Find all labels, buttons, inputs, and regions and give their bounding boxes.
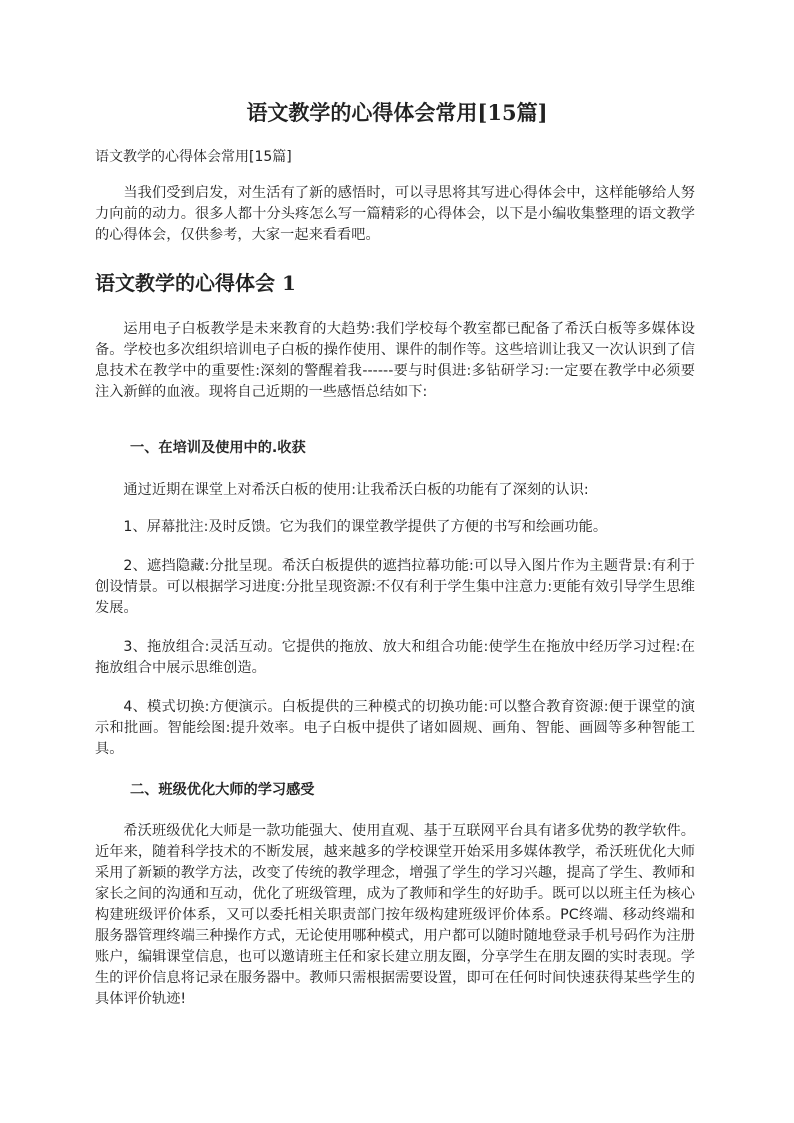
list-item-drag-combine: 3、拖放组合:灵活互动。它提供的拖放、放大和组合功能:使学生在拖放中经历学习过程:在拖放组合中展示思维创造。 xyxy=(95,639,695,676)
document-title: 语文教学的心得体会常用[15篇] xyxy=(246,100,548,125)
section-heading: 语文教学的心得体会 1 xyxy=(95,271,296,295)
list-item-masking: 2、遮挡隐藏:分批呈现。希沃白板提供的遮挡拉幕功能:可以导入图片作为主题背景:有利于创设情景。可以根据学习进度:分批呈现资源:不仅有利于学生集中注意力:更能有效引导学生思维发展。 xyxy=(95,558,695,616)
paragraph-usage: 通过近期在课堂上对希沃白板的使用:让我希沃白板的功能有了深刻的认识: xyxy=(123,482,589,498)
document-subtitle: 语文教学的心得体会常用[15篇] xyxy=(95,149,292,165)
list-item-mode-switch: 4、模式切换:方便演示。白板提供的三种模式的切换功能:可以整合教育资源:便于课堂的演示和批画。智能绘图:提升效率。电子白板中提供了诸如圆规、画角、智能、画圆等多种智能工具。 xyxy=(95,699,695,757)
subheading-training-gains: 一、在培训及使用中的.收获 xyxy=(130,440,306,456)
paragraph-class-optimizer: 希沃班级优化大师是一款功能强大、使用直观、基于互联网平台具有诸多优势的教学软件。近年来，随着科学技术的不断发展，越来越多的学校课堂开始采用多媒体教学，希沃班优化大师采用了新颖的教学方法，改变了传统的教学理念，增强了学生的学习兴趣，提高了学生、教师和家长之间的沟通和互动，优化了班级管理，成为了教师和学生的好助手。既可以以班主任为核心构建班级评价体系，又可以委托相关职责部门按年级构建班级评价体系。PC终端、移动终端和服务器管理终端三种操作方式，无论使用哪种模式，用户都可以随时随地登录手机号码作为注册账户，编辑课堂信息，也可以邀请班主任和家长建立朋友圈，分享学生在朋友圈的实时表现。学生的评价信息将记录在服务器中。教师只需根据需要设置，即可在任何时间快速获得某些学生的具体评价轨迹! xyxy=(95,823,695,1007)
intro-paragraph: 当我们受到启发，对生活有了新的感悟时，可以寻思将其写进心得体会中，这样能够给人努力向前的动力。很多人都十分头疼怎么写一篇精彩的心得体会，以下是小编收集整理的语文教学的心得体会，仅供参考，大家一起来看看吧。 xyxy=(95,185,695,243)
subheading-class-optimizer: 二、班级优化大师的学习感受 xyxy=(130,782,315,798)
list-item-annotation: 1、屏幕批注:及时反馈。它为我们的课堂教学提供了方便的书写和绘画功能。 xyxy=(123,519,608,535)
paragraph-whiteboard-intro: 运用电子白板教学是未来教育的大趋势:我们学校每个教室都已配备了希沃白板等多媒体设备。学校也多次组织培训电子白板的操作使用、课件的制作等。这些培训让我又一次认识到了信息技术在教学中的重要性:深刻的警醒着我------要与时俱进:多钻研学习:一定要在教学中必须要注入新鲜的血液。现将自己近期的一些感悟总结如下: xyxy=(95,321,695,400)
